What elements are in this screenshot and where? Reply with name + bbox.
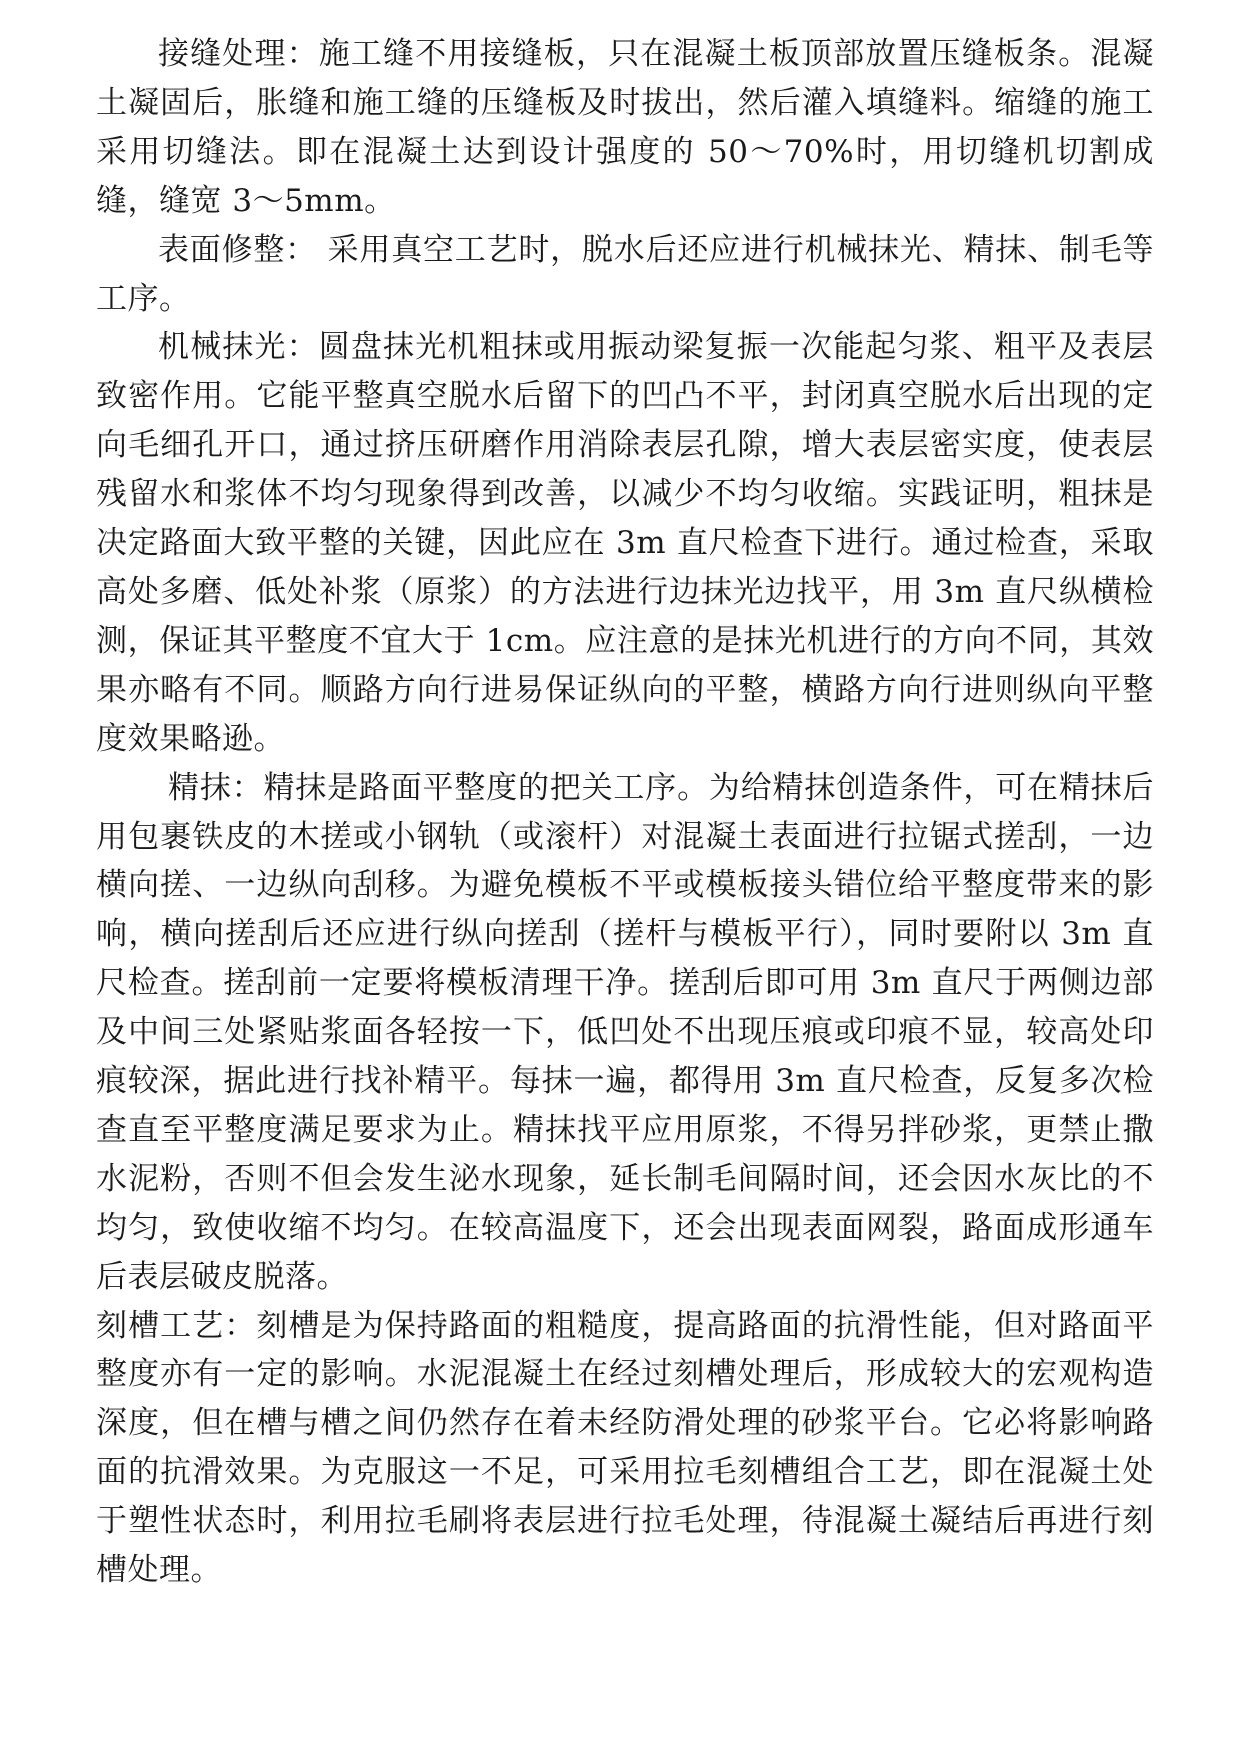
document-body bbox=[96, 30, 1154, 1595]
paragraph-surface-finishing: 表面修整： 采用真空工艺时，脱水后还应进行机械抹光、精抹、制毛等工序。 bbox=[96, 231, 1154, 317]
paragraph-joint-treatment: 接缝处理：施工缝不用接缝板，只在混凝土板顶部放置压缝板条。混凝土凝固后，胀缝和施工缝的压缝板及时拔出，然后灌入填缝料。缩缝的施工采用切缝法。即在混凝土达到设计强度的 50～70%时，用切缝机切割成缝，缝宽 3～5mm。 bbox=[96, 36, 1154, 219]
paragraph-grooving-process: 刻槽工艺：刻槽是为保持路面的粗糙度，提高路面的抗滑性能，但对路面平整度亦有一定的影响。水泥混凝土在经过刻槽处理后，形成较大的宏观构造深度，但在槽与槽之间仍然存在着未经防滑处理的砂浆平台。它必将影响路面的抗滑效果。为克服这一不足，可采用拉毛刻槽组合工艺，即在混凝土处于塑性状态时，利用拉毛刷将表层进行拉毛处理，待混凝土凝结后再进行刻槽处理。 bbox=[96, 1307, 1154, 1589]
paragraph-mechanical-troweling: 机械抹光：圆盘抹光机粗抹或用振动梁复振一次能起匀浆、粗平及表层致密作用。它能平整真空脱水后留下的凹凸不平，封闭真空脱水后出现的定向毛细孔开口，通过挤压研磨作用消除表层孔隙，增大表层密实度，使表层残留水和浆体不均匀现象得到改善，以减少不均匀收缩。实践证明，粗抹是决定路面大致平整的关键，因此应在 3m 直尺检查下进行。通过检查，采取高处多磨、低处补浆（原浆）的方法进行边抹光边找平，用 3m 直尺纵横检测，保证其平整度不宜大于 1cm。应注意的是抹光机进行的方向不同，其效果亦略有不同。顺路方向行进易保证纵向的平整，横路方向行进则纵向平整度效果略逊。 bbox=[96, 329, 1154, 757]
paragraph-fine-troweling: 精抹：精抹是路面平整度的把关工序。为给精抹创造条件，可在精抹后用包裹铁皮的木搓或小钢轨（或滚杆）对混凝土表面进行拉锯式搓刮，一边横向搓、一边纵向刮移。为避免模板不平或模板接头错位给平整度带来的影响，横向搓刮后还应进行纵向搓刮（搓杆与模板平行），同时要附以 3m 直尺检查。搓刮前一定要将模板清理干净。搓刮后即可用 3m 直尺于两侧边部及中间三处紧贴浆面各轻按一下，低凹处不出现压痕或印痕不显，较高处印痕较深，据此进行找补精平。每抹一遍，都得用 3m 直尺检查，反复多次检查直至平整度满足要求为止。精抹找平应用原浆，不得另拌砂浆，更禁止撒水泥粉，否则不但会发生泌水现象，延长制毛间隔时间，还会因水灰比的不均匀，致使收缩不均匀。在较高温度下，还会出现表面网裂，路面成形通车后表层破皮脱落。 bbox=[96, 769, 1154, 1295]
